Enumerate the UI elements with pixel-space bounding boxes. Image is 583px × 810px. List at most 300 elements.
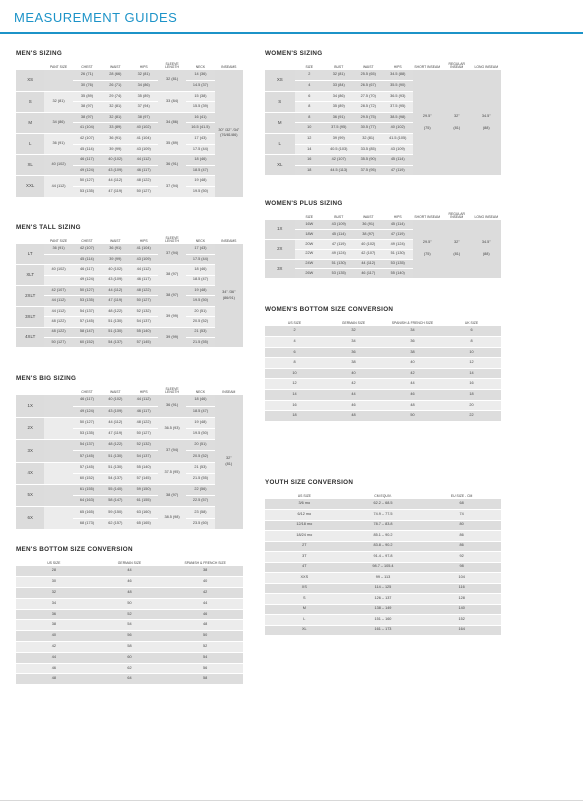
size-label: M: [16, 112, 44, 133]
hips-value: 41 (104): [130, 244, 158, 254]
waist-value: 59 (150): [101, 507, 129, 518]
neck-value: 20 (51): [186, 440, 214, 451]
table-cell: 4T: [265, 562, 344, 573]
bust-value: 34 (86): [324, 91, 354, 102]
mens-big-sizing-table: [16, 385, 243, 530]
short-inseam-in: 29.5": [422, 240, 432, 245]
hips-value: 49 (124): [383, 240, 413, 250]
table-cell: 48: [324, 411, 383, 422]
size-label: XS: [16, 70, 44, 91]
header-row: [265, 210, 501, 220]
pant-size: 48 (122): [44, 317, 72, 327]
chest-value: 50 (127): [73, 176, 101, 187]
chest-value: 38 (97): [73, 102, 101, 113]
size-group: S: [265, 91, 295, 112]
chest-value: 54 (137): [73, 440, 101, 451]
bust-value: 45 (114): [324, 230, 354, 240]
table-cell: 46: [92, 577, 168, 588]
table-cell: 164: [422, 625, 501, 636]
neck-value: 21.5 (55): [186, 473, 214, 484]
table-cell: 3T: [265, 552, 344, 563]
size-label: 4XLT: [16, 327, 44, 348]
column-header: SPANISH & FRENCH SIZE: [391, 321, 434, 326]
sleeve-value: 37 (94): [158, 440, 186, 462]
column-header: SLEEVE LENGTH: [165, 386, 179, 395]
hips-value: 41 (104): [130, 134, 158, 145]
sleeve-value: 36.5 (93): [158, 417, 186, 439]
table-cell: 46: [16, 663, 92, 674]
sleeve-value: 38 (97): [158, 265, 186, 286]
table-cell: 44: [92, 566, 168, 577]
section-title: WOMEN'S BOTTOM SIZE CONVERSION: [265, 306, 394, 313]
hips-value: 36.5 (93): [383, 91, 413, 102]
short-inseam: [413, 70, 443, 176]
neck-value: 14.5 (37): [186, 81, 214, 92]
hips-value: 48 (122): [130, 286, 158, 296]
inseam-value: 32": [226, 456, 232, 461]
table-row: [16, 275, 243, 285]
table-row: [16, 296, 243, 306]
size-value: 8: [295, 102, 325, 113]
chest-value: 42 (107): [73, 244, 101, 254]
regular-inseam: [442, 70, 472, 176]
bust-value: 40.5 (103): [324, 144, 354, 155]
size-label: 5X: [16, 485, 44, 507]
table-cell: 44: [324, 390, 383, 401]
table-row: [16, 577, 243, 588]
column-header: HIPS: [139, 239, 148, 244]
hips-value: 59 (150): [130, 485, 158, 496]
hips-value: 54 (137): [130, 451, 158, 462]
sleeve-value: 38 (97): [158, 286, 186, 307]
table-cell: 48: [16, 674, 92, 685]
table-row: [265, 358, 501, 369]
pant-size: [44, 254, 72, 264]
column-header: REGULAR INSEAM: [448, 211, 465, 220]
table-cell: 22: [442, 411, 501, 422]
sleeve-value: 38.5 (98): [158, 507, 186, 529]
table-cell: 54: [92, 620, 168, 631]
column-header: PANT SIZE: [49, 239, 68, 244]
table-cell: 44: [167, 598, 243, 609]
table-row: [265, 347, 501, 358]
hips-value: 65 (165): [130, 518, 158, 529]
mens-tall-sizing-table: [16, 234, 243, 348]
bust-value: 47 (119): [324, 240, 354, 250]
table-cell: 32: [16, 588, 92, 599]
inseam-value: 34" /36": [222, 289, 236, 294]
table-row: [16, 70, 243, 81]
table-cell: 34: [383, 326, 442, 337]
size-group: L: [265, 134, 295, 155]
inseam-value: 30" /32" /34": [218, 127, 240, 132]
mens-sizing-table: [16, 60, 243, 198]
table-cell: XXS: [265, 573, 344, 584]
womens-plus-sizing-section: [265, 200, 501, 279]
mens-tall-sizing-section: [16, 224, 243, 348]
table-row: [16, 244, 243, 254]
table-row: [16, 620, 243, 631]
waist-value: 33.5 (85): [354, 144, 384, 155]
table-row: [16, 652, 243, 663]
bust-value: 51 (130): [324, 259, 354, 269]
hips-value: 55 (140): [383, 269, 413, 279]
table-row: [16, 485, 243, 496]
table-cell: 32: [324, 326, 383, 337]
sleeve-value: 37.5 (95): [158, 462, 186, 484]
column-header: SHORT INSEAM: [414, 215, 441, 220]
table-row: [265, 411, 501, 422]
bust-value: 37.5 (95): [324, 123, 354, 134]
sleeve-value: 37 (94): [158, 176, 186, 197]
table-cell: 40: [167, 577, 243, 588]
table-cell: 58: [167, 674, 243, 685]
hips-value: 35.5 (90): [383, 81, 413, 92]
table-row: [16, 598, 243, 609]
section-title: MEN'S BIG SIZING: [16, 375, 77, 382]
chest-value: 68 (173): [73, 518, 101, 529]
section-title: WOMEN'S PLUS SIZING: [265, 200, 343, 207]
neck-value: 15.5 (39): [186, 102, 214, 113]
hips-value: 45 (114): [383, 220, 413, 230]
table-row: [265, 552, 501, 563]
neck-value: 17.5 (44): [186, 254, 214, 264]
table-cell: 36: [16, 609, 92, 620]
bust-value: 53 (135): [324, 269, 354, 279]
hips-value: 51 (130): [383, 249, 413, 259]
table-cell: 16: [265, 400, 324, 411]
section-title: YOUTH SIZE CONVERSION: [265, 479, 354, 486]
long-inseam-cm: (88): [482, 125, 490, 130]
hips-value: 61 (155): [130, 496, 158, 507]
table-row: [265, 531, 501, 542]
column-header: [265, 210, 295, 220]
table-row: [16, 286, 243, 296]
waist-value: 51 (130): [101, 317, 129, 327]
size-label: 2X: [16, 417, 44, 439]
hips-value: 44 (112): [130, 155, 158, 166]
waist-value: 36 (91): [101, 134, 129, 145]
waist-value: 38 (97): [354, 230, 384, 240]
chest-value: 42 (107): [73, 134, 101, 145]
regular-inseam-cm: (81): [453, 252, 461, 257]
regular-inseam-in: 32": [453, 113, 460, 118]
column-header: [16, 60, 44, 70]
neck-value: 18.5 (47): [186, 275, 214, 285]
hips-value: 52 (132): [130, 440, 158, 451]
chest-value: 61 (155): [73, 485, 101, 496]
chest-value: 46 (117): [73, 265, 101, 275]
waist-value: 54 (137): [101, 473, 129, 484]
neck-value: 16.5 (41.5): [186, 123, 214, 134]
column-header: UK SIZE: [464, 321, 479, 326]
page-title: MEASUREMENT GUIDES: [14, 10, 178, 25]
sleeve-value: 39 (99): [158, 306, 186, 327]
neck-value: 20 (51): [186, 306, 214, 316]
table-cell: 46: [383, 390, 442, 401]
chest-value: 46 (117): [73, 395, 101, 406]
long-inseam: [472, 220, 502, 279]
column-header: [16, 234, 44, 244]
waist-value: 40 (102): [101, 155, 129, 166]
header-row: [265, 489, 501, 499]
table-row: [16, 254, 243, 264]
waist-value: 37.5 (95): [354, 165, 384, 176]
table-cell: 10: [442, 347, 501, 358]
hips-value: 55 (140): [130, 327, 158, 337]
waist-value: 44 (112): [354, 259, 384, 269]
table-row: [16, 440, 243, 451]
neck-value: 20.5 (52): [186, 317, 214, 327]
column-header: SPANISH & FRENCH SIZE: [184, 561, 226, 566]
column-header: WAIST: [362, 65, 374, 70]
column-header: NECK: [195, 239, 206, 244]
table-row: [265, 379, 501, 390]
column-header: US SIZE: [297, 494, 311, 499]
table-cell: L: [265, 615, 344, 626]
neck-value: 19.5 (50): [186, 187, 214, 198]
table-cell: 40: [324, 368, 383, 379]
column-header: INSEAMS: [221, 239, 237, 244]
mens-bottom-section: [16, 546, 243, 685]
table-cell: 12: [442, 358, 501, 369]
table-cell: 12: [265, 379, 324, 390]
table-cell: 74.9 – 77.5: [344, 510, 423, 521]
column-header: GERMAN SIZE: [341, 321, 366, 326]
sleeve-value: 34 (86): [158, 112, 186, 133]
column-header: SHORT INSEAM: [414, 65, 441, 70]
column-header: INSEAMS: [221, 65, 237, 70]
inseam-value: (76/81/86): [220, 133, 238, 138]
table-cell: 6: [265, 347, 324, 358]
hips-value: 44 (112): [130, 395, 158, 406]
pant-size: 34 (86): [44, 112, 72, 133]
table-cell: 14: [442, 368, 501, 379]
table-row: [265, 625, 501, 636]
table-cell: 114 – 125: [344, 583, 423, 594]
hips-value: 34 (86): [130, 81, 158, 92]
hips-value: 48 (122): [130, 176, 158, 187]
column-header: [16, 385, 44, 395]
short-inseam-cm: (75): [423, 125, 431, 130]
table-row: [16, 338, 243, 348]
waist-value: 36 (91): [354, 220, 384, 230]
size-label: LT: [16, 244, 44, 265]
neck-value: 21 (53): [186, 462, 214, 473]
size-value: 10: [295, 123, 325, 134]
table-cell: 64: [92, 674, 168, 685]
table-row: [16, 674, 243, 685]
table-cell: 38: [324, 358, 383, 369]
inseam-value: (86/91): [222, 295, 235, 300]
short-inseam-in: 29.5": [422, 113, 432, 118]
waist-value: 48 (122): [101, 306, 129, 316]
inseam-cell: [215, 244, 243, 348]
neck-value: 22 (56): [186, 485, 214, 496]
neck-value: 19.5 (50): [186, 429, 214, 440]
sleeve-value: 33 (84): [158, 91, 186, 112]
neck-value: 19 (48): [186, 176, 214, 187]
waist-value: 28.5 (72): [354, 102, 384, 113]
table-row: [265, 604, 501, 615]
table-row: [16, 155, 243, 166]
neck-value: 15 (38): [186, 91, 214, 102]
table-cell: 52: [167, 642, 243, 653]
column-header: CHEST: [81, 65, 93, 70]
hips-value: 37 (94): [130, 102, 158, 113]
neck-value: 19 (48): [186, 286, 214, 296]
hips-value: 40 (102): [383, 123, 413, 134]
table-cell: 16: [442, 379, 501, 390]
table-cell: 38: [16, 620, 92, 631]
pant-size: 36 (91): [44, 244, 72, 254]
table-row: [265, 520, 501, 531]
womens-bottom-section: [265, 306, 501, 422]
table-cell: 92: [422, 552, 501, 563]
hips-value: 40 (102): [130, 123, 158, 134]
column-header: HIPS: [393, 215, 402, 220]
table-cell: 10: [265, 368, 324, 379]
size-value: 12: [295, 134, 325, 145]
neck-value: 18 (46): [186, 155, 214, 166]
chest-value: 57 (145): [73, 462, 101, 473]
chest-value: 54 (137): [73, 306, 101, 316]
size-value: 16: [295, 155, 325, 166]
hips-value: 57 (145): [130, 473, 158, 484]
table-cell: 161 – 173: [344, 625, 423, 636]
table-cell: 151 – 160: [344, 615, 423, 626]
size-label: 2XLT: [16, 286, 44, 307]
waist-value: 40 (102): [101, 265, 129, 275]
table-row: [16, 306, 243, 316]
waist-value: 62 (157): [101, 518, 129, 529]
header-row: [265, 60, 501, 70]
chest-value: 30 (76): [73, 81, 101, 92]
chest-value: 38 (97): [73, 112, 101, 123]
sleeve-value: 35 (89): [158, 134, 186, 155]
hips-value: 57 (145): [130, 338, 158, 348]
table-cell: 91.4 – 97.8: [344, 552, 423, 563]
table-row: [265, 326, 501, 337]
pant-size: 36 (91): [44, 134, 72, 155]
table-cell: 85.1 – 90.2: [344, 531, 423, 542]
table-cell: 86: [422, 531, 501, 542]
table-row: [265, 583, 501, 594]
waist-value: 28 (66): [101, 70, 129, 81]
table-cell: 34: [16, 598, 92, 609]
hips-value: 41.5 (105): [383, 134, 413, 145]
hips-value: 43 (109): [130, 254, 158, 264]
column-header: LONG INSEAM: [474, 65, 499, 70]
table-row: [16, 631, 243, 642]
pant-size: [44, 485, 72, 507]
neck-value: 17 (43): [186, 134, 214, 145]
sleeve-value: 36 (91): [158, 395, 186, 417]
header-row: [16, 234, 243, 244]
hips-value: 48 (122): [130, 417, 158, 428]
table-cell: 2: [265, 326, 324, 337]
womens-bottom-table: [265, 316, 501, 422]
waist-value: 26.5 (67): [354, 81, 384, 92]
sleeve-value: 37 (94): [158, 244, 186, 265]
long-inseam-cm: (88): [482, 252, 490, 257]
pant-size: 40 (102): [44, 265, 72, 275]
waist-value: 35.5 (90): [354, 155, 384, 166]
sleeve-value: 32 (81): [158, 70, 186, 91]
table-cell: 52: [92, 609, 168, 620]
waist-value: 32 (81): [101, 102, 129, 113]
table-row: [265, 594, 501, 605]
column-header: SIZE: [305, 215, 314, 220]
mens-big-sizing-section: [16, 375, 243, 530]
table-row: [16, 265, 243, 275]
hips-value: 54 (137): [130, 317, 158, 327]
hips-value: 55 (140): [130, 462, 158, 473]
header-rule: [0, 32, 583, 34]
table-row: [16, 462, 243, 473]
table-cell: 46: [324, 400, 383, 411]
pant-size: 42 (107): [44, 286, 72, 296]
chest-value: 65 (165): [73, 507, 101, 518]
sleeve-value: 38 (97): [158, 485, 186, 507]
column-header: US SIZE: [47, 561, 61, 566]
waist-value: 42 (107): [354, 249, 384, 259]
column-header: SLEEVE LENGTH: [165, 235, 179, 244]
table-cell: 44: [383, 379, 442, 390]
column-header: CHEST: [81, 390, 93, 395]
size-value: 4: [295, 81, 325, 92]
table-cell: XS: [265, 583, 344, 594]
pant-size: [44, 395, 72, 417]
table-cell: 6/12 mo: [265, 510, 344, 521]
table-cell: 58: [92, 642, 168, 653]
table-cell: 38: [167, 566, 243, 577]
size-label: L: [16, 134, 44, 155]
waist-value: 43 (109): [101, 165, 129, 176]
table-cell: 8: [265, 358, 324, 369]
neck-value: 21.5 (55): [186, 338, 214, 348]
table-cell: 2T: [265, 541, 344, 552]
size-group: XS: [265, 70, 295, 91]
table-cell: 40: [16, 631, 92, 642]
size-value: 16W: [295, 220, 325, 230]
long-inseam-in: 34.5": [481, 240, 491, 245]
header-row: [16, 385, 243, 395]
table-cell: 104: [422, 573, 501, 584]
column-header: INSEAM: [222, 390, 236, 395]
table-cell: 42: [16, 642, 92, 653]
hips-value: 50 (127): [130, 296, 158, 306]
bust-value: 32 (81): [324, 70, 354, 81]
table-cell: 18: [442, 390, 501, 401]
table-row: [16, 642, 243, 653]
hips-value: 38.5 (98): [383, 112, 413, 123]
neck-value: 18.5 (47): [186, 406, 214, 417]
neck-value: 18 (46): [186, 395, 214, 406]
column-header: CHEST: [81, 239, 93, 244]
waist-value: 43 (109): [101, 275, 129, 285]
chest-value: 41 (104): [73, 123, 101, 134]
pant-size: 44 (112): [44, 176, 72, 197]
column-header: HIPS: [139, 390, 148, 395]
table-row: [265, 562, 501, 573]
chest-value: 49 (124): [73, 165, 101, 176]
chest-value: 49 (124): [73, 275, 101, 285]
regular-inseam-cm: (81): [453, 125, 461, 130]
pant-size: [44, 70, 72, 91]
waist-value: 33 (89): [101, 123, 129, 134]
table-cell: 56: [92, 631, 168, 642]
